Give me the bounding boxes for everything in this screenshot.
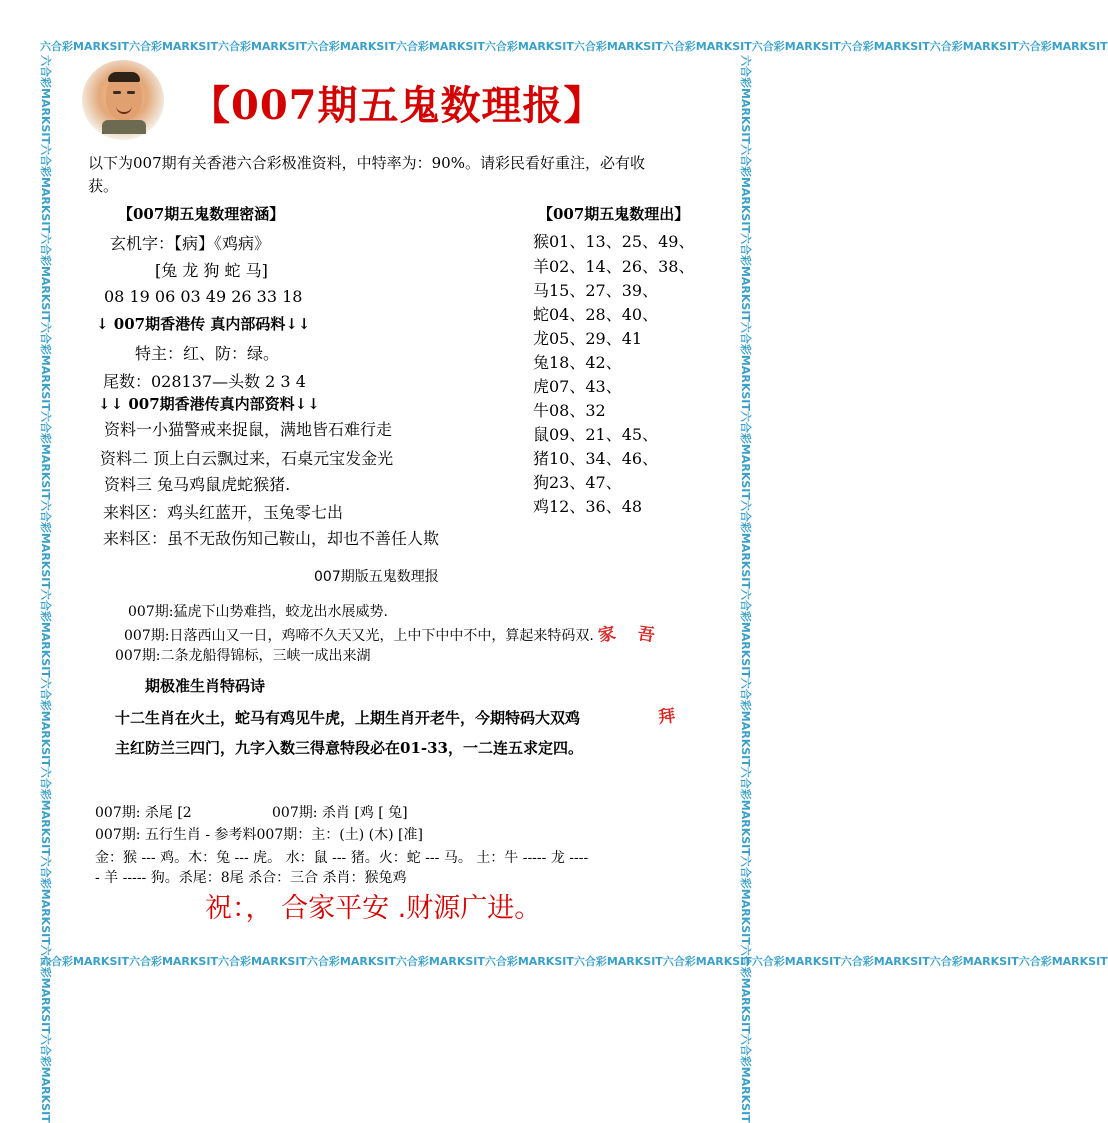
poem-heading: 期极准生肖特码诗 (145, 677, 266, 695)
closing-blessing: 祝：， 合家平安 .财源广进。 (205, 893, 542, 924)
verse-2: 007期:日落西山又一日，鸡啼不久天又光，上中下中中不中，算起来特码双. (124, 628, 594, 644)
list-item: 牛08、32 (533, 401, 606, 420)
animal-list: [兔 龙 狗 蛇 马] (155, 261, 268, 280)
elements-line-2: - 羊 ----- 狗。杀尾：8尾 杀合：三合 杀肖：猴兔鸡 (95, 870, 407, 886)
info-1: 资料一小猫警戒来捉鼠，满地皆石难行走 (104, 420, 393, 439)
special-color: 特主：红、防：绿。 (135, 344, 280, 363)
portrait-icon (82, 60, 164, 140)
verse-3: 007期:二条龙船得锦标，三峡一成出来湖 (115, 648, 371, 664)
frame-left-border: 六合彩MARKSIT六合彩MARKSIT六合彩MARKSIT六合彩MARKSIT六合彩MARKSIT六合彩MARKSIT六合彩MARKSIT六合彩MARKSIT六合彩MARKSIT六合彩MARKSIT六合彩MARKSIT六合彩MARKSIT (39, 55, 52, 1123)
list-item: 狗23、47、 (533, 473, 622, 492)
inside-code-label: ↓ 007期香港传 真内部码料↓↓ (96, 315, 311, 333)
list-item: 鼠09、21、45、 (533, 425, 659, 444)
source-1: 来料区：鸡头红蓝开，玉兔零七出 (103, 503, 344, 522)
list-item: 蛇04、28、40、 (533, 305, 659, 324)
verse-1: 007期:猛虎下山势难挡，蛟龙出水展威势. (128, 604, 388, 620)
inside-info-label: ↓↓ 007期香港传真内部资料↓↓ (98, 395, 320, 413)
mystery-word: 玄机字：【病】《鸡病》 (110, 234, 271, 253)
number-list: 08 19 06 03 49 26 33 18 (104, 287, 303, 306)
poem-line-1: 十二生肖在火土，蛇马有鸡见牛虎，上期生肖开老牛，今期特码大双鸡 (115, 709, 581, 727)
list-item: 虎07、43、 (533, 377, 622, 396)
list-item: 鸡12、36、48 (533, 497, 643, 516)
frame-right-border: 六合彩MARKSIT六合彩MARKSIT六合彩MARKSIT六合彩MARKSIT六合彩MARKSIT六合彩MARKSIT六合彩MARKSIT六合彩MARKSIT六合彩MARKSIT六合彩MARKSIT六合彩MARKSIT六合彩MARKSIT (739, 55, 752, 1123)
info-2: 资料二 顶上白云飘过来，石桌元宝发金光 (100, 449, 394, 468)
info-3: 资料三 兔马鸡鼠虎蛇猴猪. (104, 475, 291, 494)
list-item: 羊02、14、26、38、 (533, 257, 695, 276)
intro-line-2: 获。 (88, 177, 119, 195)
frame-top-border: 六合彩MARKSIT六合彩MARKSIT六合彩MARKSIT六合彩MARKSIT六合彩MARKSIT六合彩MARKSIT六合彩MARKSIT六合彩MARKSIT六合彩MARKSIT六合彩MARKSIT六合彩MARKSIT六合彩MARKSIT (40, 40, 1108, 53)
elements-line-1: 金：猴 --- 鸡。木：兔 --- 虎。 水：鼠 --- 猪。火：蛇 --- 马。 土：牛 ----- 龙 ---- (95, 850, 589, 866)
five-elements: 007期: 五行生肖 - 参考料007期：主：(土) (木) [准] (95, 827, 423, 843)
frame-bottom-border: 六合彩MARKSIT六合彩MARKSIT六合彩MARKSIT六合彩MARKSIT六合彩MARKSIT六合彩MARKSIT六合彩MARKSIT六合彩MARKSIT六合彩MARKSIT六合彩MARKSIT六合彩MARKSIT六合彩MARKSIT (40, 955, 1108, 968)
kill-zodiac: 007期: 杀肖 [鸡 [ 兔] (272, 805, 408, 821)
list-item: 龙05、29、41 (533, 329, 643, 348)
red-stamp: 拜 (657, 706, 677, 728)
kill-tail: 007期: 杀尾 [2 (95, 805, 192, 821)
list-item: 马15、27、39、 (533, 281, 659, 300)
list-item: 猪10、34、46、 (533, 449, 659, 468)
poem-line-2: 主红防兰三四门，九字入数三得意特段必在01-33，一二连五求定四。 (115, 739, 583, 757)
red-stamp: 家 (596, 623, 618, 647)
left-heading: 【007期五鬼数理密涵】 (118, 205, 285, 223)
list-item: 猴01、13、25、49、 (533, 232, 695, 251)
section-subtitle: 007期版五鬼数理报 (314, 569, 439, 585)
page-title: 【007期五鬼数理报】 (190, 82, 605, 129)
red-stamp: 吾 (636, 623, 656, 647)
intro-line-1: 以下为007期有关香港六合彩极准资料，中特率为：90%。请彩民看好重注，必有收 (88, 154, 645, 172)
list-item: 兔18、42、 (533, 353, 622, 372)
source-2: 来料区：虽不无敌伤知己鞍山，却也不善任人欺 (103, 529, 440, 548)
right-heading: 【007期五鬼数理出】 (538, 205, 690, 223)
tail-numbers: 尾数：028137—头数 2 3 4 (103, 372, 306, 391)
